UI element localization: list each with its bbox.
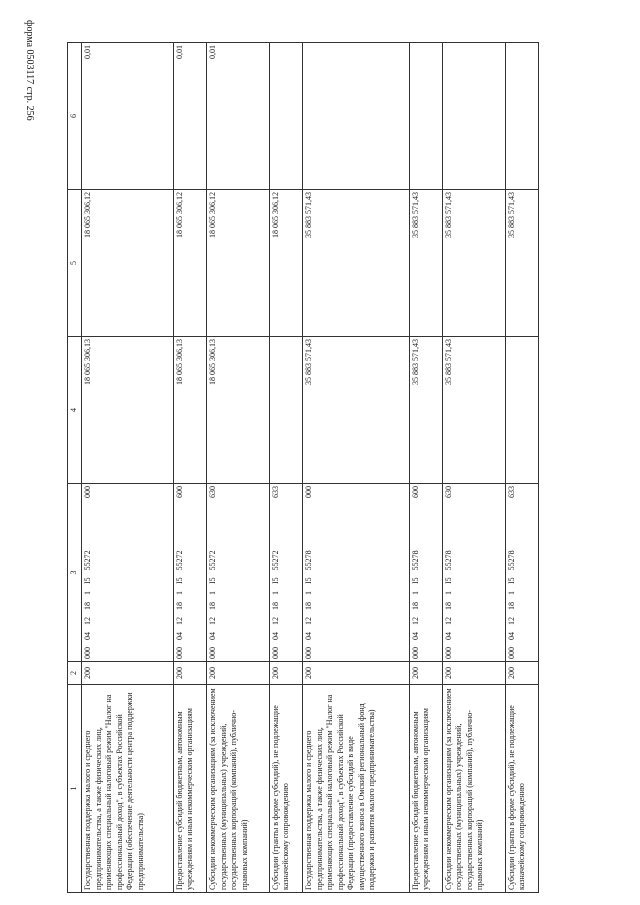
budget-code-part: 12 bbox=[208, 617, 218, 625]
row-name-cell: Предоставление субсидий бюджетным, автономным учреждениям и иным некоммерческим организациям bbox=[409, 685, 442, 893]
line-code-cell: 200 bbox=[82, 662, 174, 685]
approved-amount-cell bbox=[269, 337, 302, 484]
row-name-cell: Субсидии некоммерческим организациям (за исключением государственных (муниципальных) учреждений, государственных корпораций (компаний), публично-правовых компаний) bbox=[207, 685, 270, 893]
budget-code-cell bbox=[173, 484, 206, 662]
budget-code-part: 04 bbox=[208, 632, 218, 640]
budget-code-part: 12 bbox=[83, 617, 92, 625]
budget-code-part: I5 bbox=[83, 577, 92, 584]
budget-code-part: 1 bbox=[443, 591, 453, 595]
budget-code-cell bbox=[442, 484, 505, 662]
header-cell: 3 bbox=[68, 484, 82, 662]
unexecuted-amount-cell: 0,01 bbox=[82, 43, 174, 190]
table-row bbox=[207, 43, 270, 893]
form-number-label: форма 0503117 стр. 256 bbox=[24, 20, 35, 121]
budget-code-part: 18 bbox=[208, 602, 218, 610]
budget-code-part: 600 bbox=[174, 486, 184, 498]
header-cell: 2 bbox=[68, 662, 82, 685]
line-code-cell: 200 bbox=[442, 662, 505, 685]
rotated-page bbox=[67, 43, 539, 893]
executed-amount-cell: 35 883 571,43 bbox=[505, 190, 538, 337]
table-row bbox=[269, 43, 302, 893]
budget-code-part: 55278 bbox=[506, 550, 516, 571]
approved-amount-cell: 35 883 571,43 bbox=[442, 337, 505, 484]
budget-code-part: 18 bbox=[83, 602, 92, 610]
budget-code-part: 1 bbox=[506, 591, 516, 595]
row-name-cell: Субсидии некоммерческим организациям (за исключением государственных (муниципальных) учреждений, государственных корпораций (компаний), публично-правовых компаний) bbox=[442, 685, 505, 893]
table-row bbox=[409, 43, 442, 893]
line-code-cell: 200 bbox=[207, 662, 270, 685]
table-row bbox=[82, 43, 174, 893]
budget-code-part: 000 bbox=[443, 647, 453, 659]
budget-code-part: 000 bbox=[506, 647, 516, 659]
approved-amount-cell: 35 883 571,43 bbox=[409, 337, 442, 484]
budget-code-part: 55278 bbox=[443, 550, 453, 571]
executed-amount-cell: 18 065 306,12 bbox=[207, 190, 270, 337]
budget-code-part: I5 bbox=[174, 577, 184, 584]
line-code-cell: 200 bbox=[269, 662, 302, 685]
budget-code-part: 18 bbox=[174, 602, 184, 610]
unexecuted-amount-cell bbox=[505, 43, 538, 190]
budget-code-part: I5 bbox=[506, 577, 516, 584]
budget-code-part: 04 bbox=[443, 632, 453, 640]
budget-code-part: 55278 bbox=[410, 550, 420, 571]
budget-code-part: 04 bbox=[410, 632, 420, 640]
unexecuted-amount-cell bbox=[409, 43, 442, 190]
budget-code-part: I5 bbox=[304, 577, 314, 584]
header-cell: 5 bbox=[68, 190, 82, 337]
budget-code-part: 000 bbox=[410, 647, 420, 659]
line-code-cell: 200 bbox=[173, 662, 206, 685]
budget-code-part: 600 bbox=[410, 486, 420, 498]
budget-code-part: 55272 bbox=[270, 550, 280, 571]
budget-code-part: 04 bbox=[270, 632, 280, 640]
row-name-cell: Государственная поддержка малого и среднего предпринимательства, а также физических лиц, применяющих специальный налоговый режим "Налог на профессиональный доход", в субъектах Российской Федерации (предоставление субсидий в виде имущественного взноса в Омский региональный фонд поддержки и развития малого предпринимательства) bbox=[303, 685, 409, 893]
approved-amount-cell: 35 883 571,43 bbox=[303, 337, 409, 484]
budget-code-part: 000 bbox=[83, 647, 92, 659]
budget-code-part: 04 bbox=[304, 632, 314, 640]
budget-code-cell bbox=[505, 484, 538, 662]
executed-amount-cell: 35 883 571,43 bbox=[303, 190, 409, 337]
budget-code-part: 18 bbox=[443, 602, 453, 610]
budget-code-part: 18 bbox=[506, 602, 516, 610]
budget-code-part: 633 bbox=[506, 486, 516, 498]
approved-amount-cell: 18 065 306,13 bbox=[207, 337, 270, 484]
unexecuted-amount-cell bbox=[303, 43, 409, 190]
budget-code-part: I5 bbox=[443, 577, 453, 584]
budget-code-part: 1 bbox=[174, 591, 184, 595]
budget-code-part: I5 bbox=[208, 577, 218, 584]
budget-code-part: 04 bbox=[83, 632, 92, 640]
unexecuted-amount-cell bbox=[442, 43, 505, 190]
header-row bbox=[68, 43, 82, 893]
row-name-cell: Предоставление субсидий бюджетным, автономным учреждениям и иным некоммерческим организациям bbox=[173, 685, 206, 893]
budget-code-part: 18 bbox=[270, 602, 280, 610]
budget-code-part: 1 bbox=[83, 591, 92, 595]
budget-code-part: 18 bbox=[304, 602, 314, 610]
unexecuted-amount-cell bbox=[269, 43, 302, 190]
executed-amount-cell: 18 065 306,12 bbox=[269, 190, 302, 337]
budget-code-cell bbox=[303, 484, 409, 662]
budget-code-part: 1 bbox=[208, 591, 218, 595]
header-cell: 4 bbox=[68, 337, 82, 484]
line-code-cell: 200 bbox=[303, 662, 409, 685]
approved-amount-cell: 18 065 306,13 bbox=[82, 337, 174, 484]
budget-code-part: 630 bbox=[208, 486, 218, 498]
budget-code-part: 04 bbox=[506, 632, 516, 640]
executed-amount-cell: 35 883 571,43 bbox=[442, 190, 505, 337]
budget-code-part: 55272 bbox=[208, 550, 218, 571]
budget-code-part: 55272 bbox=[83, 550, 92, 571]
budget-code-part: I5 bbox=[270, 577, 280, 584]
unexecuted-amount-cell: 0,01 bbox=[173, 43, 206, 190]
row-name-cell: Субсидии (гранты в форме субсидий), не подлежащие казначейскому сопровождению bbox=[269, 685, 302, 893]
budget-code-cell bbox=[269, 484, 302, 662]
table-row bbox=[303, 43, 409, 893]
budget-code-part: 04 bbox=[174, 632, 184, 640]
line-code-cell: 200 bbox=[409, 662, 442, 685]
budget-code-part: 000 bbox=[304, 647, 314, 659]
budget-code-part: 000 bbox=[83, 486, 92, 498]
table-row bbox=[173, 43, 206, 893]
row-name-cell: Государственная поддержка малого и среднего предпринимательства, а также физических лиц, применяющих специальный налоговый режим "Налог на профессиональный доход", в субъектах Российской Федерации (обеспечение деятельности центра поддержки предпринимательства) bbox=[82, 685, 174, 893]
budget-code-cell bbox=[409, 484, 442, 662]
budget-code-part: 1 bbox=[410, 591, 420, 595]
budget-code-part: I5 bbox=[410, 577, 420, 584]
unexecuted-amount-cell: 0,01 bbox=[207, 43, 270, 190]
budget-code-part: 55278 bbox=[304, 550, 314, 571]
budget-code-part: 000 bbox=[208, 647, 218, 659]
budget-code-part: 12 bbox=[410, 617, 420, 625]
executed-amount-cell: 18 065 306,12 bbox=[173, 190, 206, 337]
budget-code-part: 12 bbox=[443, 617, 453, 625]
budget-code-part: 000 bbox=[174, 647, 184, 659]
line-code-cell: 200 bbox=[505, 662, 538, 685]
budget-code-part: 12 bbox=[304, 617, 314, 625]
budget-code-part: 633 bbox=[270, 486, 280, 498]
budget-code-part: 000 bbox=[270, 647, 280, 659]
budget-code-part: 18 bbox=[410, 602, 420, 610]
budget-code-part: 630 bbox=[443, 486, 453, 498]
table-row bbox=[505, 43, 538, 893]
budget-code-cell bbox=[207, 484, 270, 662]
table-row bbox=[442, 43, 505, 893]
budget-code-part: 12 bbox=[270, 617, 280, 625]
row-name-cell: Субсидии (гранты в форме субсидий), не подлежащие казначейскому сопровождению bbox=[505, 685, 538, 893]
approved-amount-cell: 18 065 306,13 bbox=[173, 337, 206, 484]
budget-code-part: 55272 bbox=[174, 550, 184, 571]
budget-execution-table bbox=[67, 42, 539, 893]
budget-code-part: 1 bbox=[270, 591, 280, 595]
header-cell: 6 bbox=[68, 43, 82, 190]
budget-code-part: 12 bbox=[506, 617, 516, 625]
budget-code-part: 1 bbox=[304, 591, 314, 595]
approved-amount-cell bbox=[505, 337, 538, 484]
header-cell: 1 bbox=[68, 685, 82, 893]
executed-amount-cell: 35 883 571,43 bbox=[409, 190, 442, 337]
budget-code-part: 000 bbox=[304, 486, 314, 498]
executed-amount-cell: 18 065 306,12 bbox=[82, 190, 174, 337]
budget-code-cell bbox=[82, 484, 174, 662]
budget-code-part: 12 bbox=[174, 617, 184, 625]
